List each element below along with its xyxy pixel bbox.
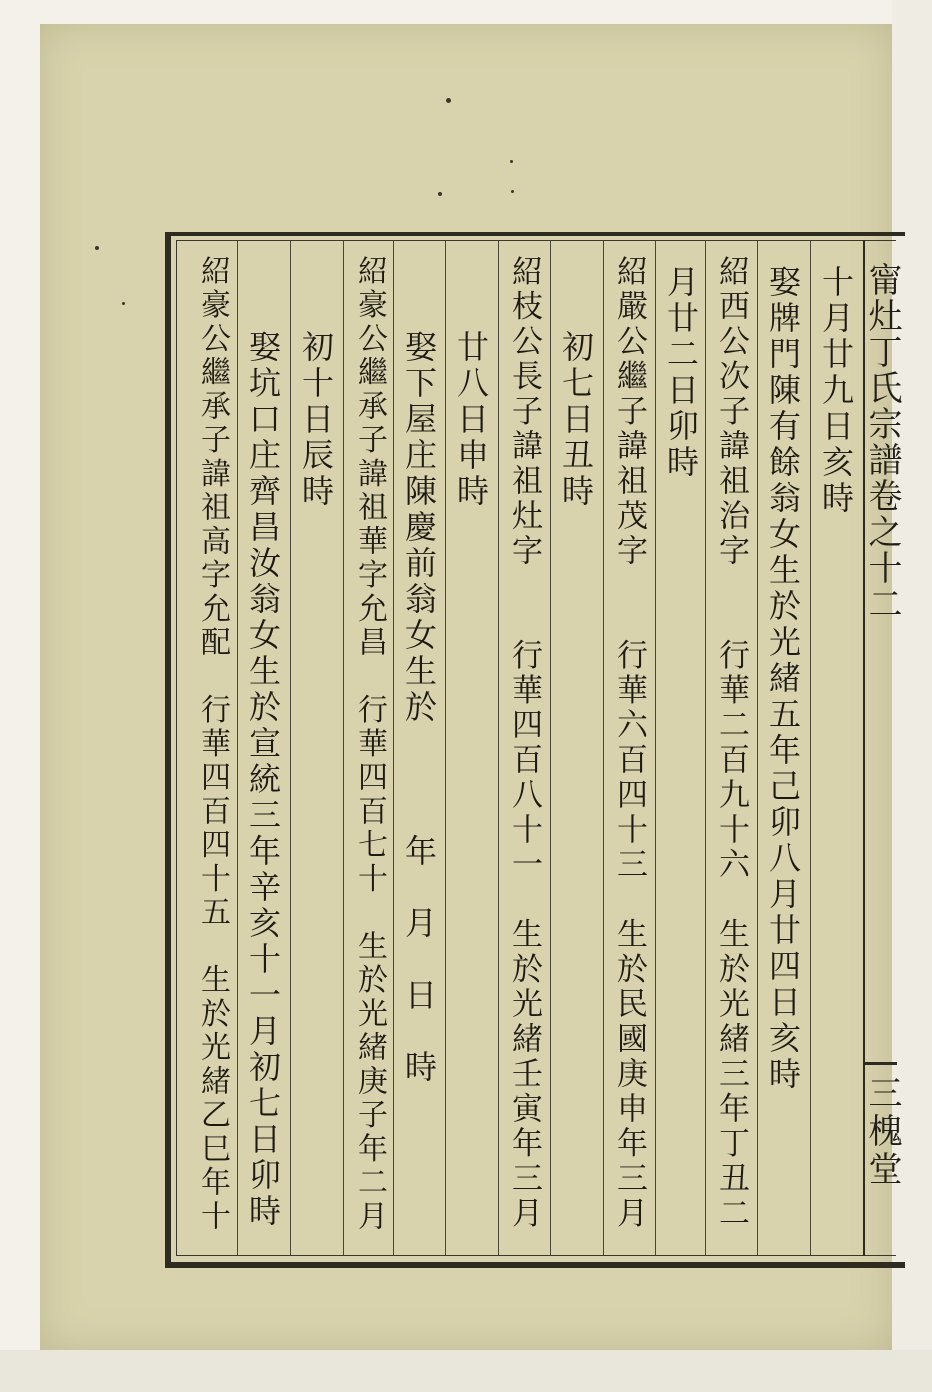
text-column: 十月廿九日亥時 — [817, 265, 855, 517]
ink-speck — [446, 98, 451, 103]
text-column: 廿八日申時 — [452, 330, 490, 510]
text-column: 娶坑口庄齊昌汝翁女生於宣統三年辛亥十一月初七日卯時 — [244, 330, 282, 1230]
ink-speck — [511, 190, 514, 193]
text-column: 紹豪公繼承子諱祖高字允配 行華四百四十五 生於光緒乙巳年十 — [195, 255, 230, 1234]
scanner-margin-bottom — [0, 1350, 932, 1392]
column-rule — [655, 241, 656, 1255]
text-column: 紹枝公長子諱祖灶字 行華四百八十一 生於光緒壬寅年三月 — [506, 255, 542, 1232]
hall-name: 三槐堂 — [862, 1075, 902, 1189]
column-rule — [603, 241, 604, 1255]
text-column: 初十日辰時 — [297, 330, 335, 510]
column-rule — [237, 241, 238, 1255]
column-rule — [810, 241, 811, 1255]
text-column: 紹嚴公繼子諱祖茂字 行華六百四十三 生於民國庚申年三月 — [611, 255, 647, 1232]
fold-divider — [865, 1062, 897, 1065]
column-rule — [705, 241, 706, 1255]
text-column: 娶下屋庄陳慶前翁女生於 年 月 日 時 — [400, 330, 438, 1086]
ink-speck — [95, 246, 99, 250]
ink-speck — [122, 302, 125, 305]
column-rule — [290, 241, 291, 1255]
column-rule — [343, 241, 344, 1255]
column-rule — [393, 241, 394, 1255]
column-rule — [550, 241, 551, 1255]
text-column: 紹豪公繼承子諱祖華字允昌 行華四百七十 生於光緒庚子年二月 — [352, 255, 387, 1234]
ink-speck — [438, 192, 442, 196]
text-column: 初七日丑時 — [557, 330, 595, 510]
book-title: 甯灶丁氏宗譜卷之十二 — [862, 262, 902, 622]
text-column: 紹西公次子諱祖治字 行華二百九十六 生於光緒三年丁丑二 — [713, 255, 749, 1232]
ink-speck — [510, 160, 513, 163]
text-column: 娶牌門陳有餘翁女生於光緒五年己卯八月廿四日亥時 — [764, 265, 802, 1093]
column-rule — [498, 241, 499, 1255]
text-column: 月廿二日卯時 — [662, 265, 700, 481]
column-rule — [445, 241, 446, 1255]
column-rule — [757, 241, 758, 1255]
